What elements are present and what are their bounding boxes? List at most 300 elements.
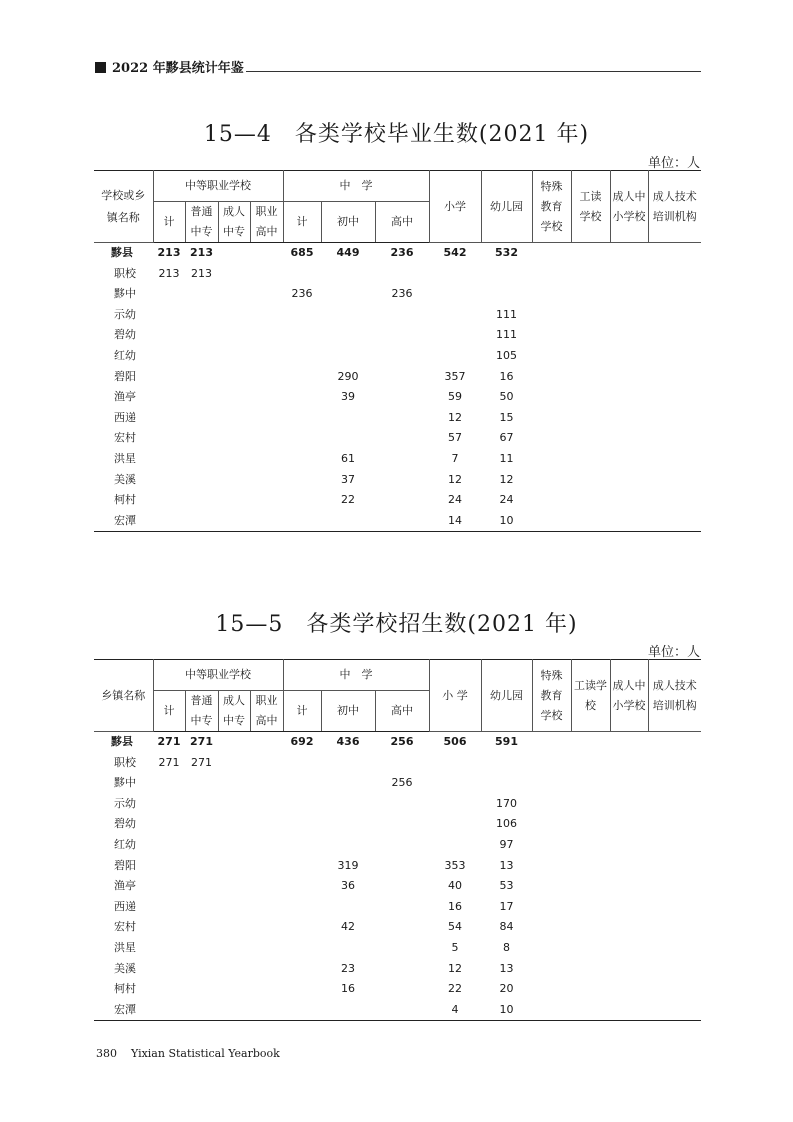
table-cell [185, 938, 218, 959]
table-cell [648, 490, 701, 511]
table-cell [321, 305, 375, 326]
table-cell [250, 490, 283, 511]
table-cell [375, 938, 429, 959]
table-cell [648, 264, 701, 285]
table-cell [429, 346, 481, 367]
table-cell [153, 959, 185, 980]
unit-label: 单位：人 [647, 156, 700, 171]
table-cell [532, 938, 571, 959]
table-row [94, 835, 701, 856]
table-cell [610, 938, 648, 959]
table-cell [571, 938, 610, 959]
table-cell [283, 856, 321, 877]
table-cell [283, 305, 321, 326]
table-cell [185, 325, 218, 346]
table-cell [218, 856, 250, 877]
table-cell [250, 325, 283, 346]
table-cell [153, 794, 185, 815]
table-cell [250, 835, 283, 856]
table-row [94, 753, 701, 774]
table-cell [283, 387, 321, 408]
header-voc-highschool: 职业高中 [250, 691, 283, 732]
table-cell [250, 814, 283, 835]
table-cell [429, 794, 481, 815]
header-mid-junior: 初中 [321, 202, 375, 243]
table-cell: 54 [448, 920, 463, 934]
table-cell [481, 753, 532, 774]
row-label: 示幼 [114, 307, 136, 321]
header-kindergarten: 幼儿园 [481, 171, 532, 243]
table-cell [283, 794, 321, 815]
table-cell [250, 284, 283, 305]
table-cell [218, 449, 250, 470]
table-cell [375, 428, 429, 449]
table-cell: 256 [390, 735, 414, 748]
table-cell [648, 938, 701, 959]
table-cell [321, 897, 375, 918]
table-cell: 40 [448, 879, 463, 893]
table-cell [153, 897, 185, 918]
table-cell [185, 305, 218, 326]
table-cell: 8 [503, 940, 511, 954]
table-cell [648, 284, 701, 305]
table-cell [153, 470, 185, 491]
table-cell [185, 835, 218, 856]
row-label: 碧阳 [114, 369, 136, 383]
table-cell [610, 367, 648, 388]
publication-name: Yixian Statistical Yearbook [131, 1047, 280, 1060]
table-cell [218, 938, 250, 959]
table-cell [218, 917, 250, 938]
header-adult-training: 成人技术培训机构 [648, 171, 701, 243]
table-cell [185, 1000, 218, 1021]
table-cell [571, 917, 610, 938]
table-cell [153, 387, 185, 408]
table-cell [375, 794, 429, 815]
table-cell: 12 [448, 961, 463, 975]
table-cell [571, 264, 610, 285]
table-row [94, 1000, 701, 1021]
table-cell [571, 753, 610, 774]
table-cell [571, 490, 610, 511]
table-row [94, 449, 701, 470]
table-cell: 236 [391, 287, 413, 301]
header-voc-regular: 普通中专 [185, 691, 218, 732]
table-cell [321, 284, 375, 305]
table-cell [185, 387, 218, 408]
table-cell [610, 856, 648, 877]
table-cell [250, 367, 283, 388]
header-row-label: 学校或乡镇名称 [94, 171, 153, 243]
header-voc-highschool: 职业高中 [250, 202, 283, 243]
table-cell [532, 794, 571, 815]
table-cell [321, 511, 375, 532]
table-cell: 236 [291, 287, 313, 301]
table-cell: 24 [448, 493, 463, 507]
table-cell [648, 346, 701, 367]
row-label: 碧阳 [114, 858, 136, 872]
table-cell [283, 938, 321, 959]
row-label: 碧幼 [114, 328, 136, 342]
table-cell [648, 428, 701, 449]
table-cell: 5 [451, 940, 459, 954]
row-label: 示幼 [114, 796, 136, 810]
header-voc-total: 计 [153, 691, 185, 732]
table-cell [321, 346, 375, 367]
table-cell [648, 959, 701, 980]
row-label: 洪星 [114, 451, 136, 465]
table-row [94, 938, 701, 959]
table-cell [429, 814, 481, 835]
table-cell [532, 753, 571, 774]
table-cell [283, 470, 321, 491]
table-row [94, 490, 701, 511]
row-label: 黟中 [114, 287, 136, 301]
table-cell: 10 [481, 511, 532, 532]
table-cell [153, 938, 185, 959]
table-cell [218, 897, 250, 918]
table-cell [218, 1000, 250, 1021]
table-cell [283, 325, 321, 346]
table-cell [218, 284, 250, 305]
table-cell [610, 794, 648, 815]
table-cell [218, 959, 250, 980]
table-cell [185, 428, 218, 449]
enrollment-table [94, 659, 701, 1021]
table-cell: 24 [499, 493, 514, 507]
table-cell: 213 [190, 246, 213, 259]
table-row [94, 243, 701, 264]
table-cell: 271 [190, 735, 213, 748]
table-cell [321, 428, 375, 449]
table-cell [532, 814, 571, 835]
header-mid-junior: 初中 [321, 691, 375, 732]
table-cell [283, 346, 321, 367]
row-label: 美溪 [114, 472, 136, 486]
table-cell [153, 490, 185, 511]
table-cell [185, 979, 218, 1000]
table-cell [185, 917, 218, 938]
table-cell [532, 897, 571, 918]
table-cell [610, 346, 648, 367]
table-cell: 10 [481, 1000, 532, 1021]
row-label: 洪星 [114, 940, 136, 954]
table-row [94, 346, 701, 367]
table-cell: 59 [448, 390, 463, 404]
table-cell [610, 387, 648, 408]
table-cell [283, 897, 321, 918]
table-cell [250, 346, 283, 367]
table-cell [250, 938, 283, 959]
table-cell: 213 [157, 246, 181, 259]
table-cell: 16 [499, 369, 514, 383]
table-cell [375, 917, 429, 938]
table-cell [185, 856, 218, 877]
table-cell [429, 835, 481, 856]
header-special: 特殊教育学校 [532, 171, 571, 243]
table-cell [571, 835, 610, 856]
table-cell [481, 773, 532, 794]
table-row [94, 897, 701, 918]
table-cell: 53 [499, 879, 514, 893]
table-cell [610, 264, 648, 285]
table-cell [571, 511, 610, 532]
row-label: 碧幼 [114, 817, 136, 831]
table-cell [218, 243, 250, 264]
page-footer [96, 1047, 280, 1060]
table-row [94, 814, 701, 835]
table-cell: 84 [499, 920, 514, 934]
table-cell [218, 346, 250, 367]
table-cell [532, 449, 571, 470]
table-cell: 353 [444, 858, 466, 872]
table-cell [375, 511, 429, 532]
table-cell [321, 325, 375, 346]
table-cell [218, 367, 250, 388]
table-cell [532, 490, 571, 511]
table-cell [375, 753, 429, 774]
table-cell [250, 773, 283, 794]
table-cell [153, 835, 185, 856]
table-cell [153, 773, 185, 794]
table-cell [610, 732, 648, 753]
table-cell: 16 [341, 982, 355, 996]
table-cell [250, 511, 283, 532]
table-cell [648, 856, 701, 877]
table-cell [185, 794, 218, 815]
header-kindergarten: 幼儿园 [481, 660, 532, 732]
table-cell [648, 794, 701, 815]
table-cell [153, 511, 185, 532]
row-label: 职校 [114, 266, 136, 280]
table-cell [153, 325, 185, 346]
table-row [94, 408, 701, 429]
table-cell: 23 [341, 961, 355, 975]
row-label: 西递 [114, 899, 136, 913]
table-cell: 13 [499, 858, 514, 872]
table-cell [571, 387, 610, 408]
table-cell [375, 387, 429, 408]
table-cell [153, 1000, 185, 1021]
table-cell [610, 284, 648, 305]
table-row [94, 876, 701, 897]
table-cell [375, 490, 429, 511]
page-number: 380 [96, 1047, 117, 1060]
table-cell [481, 284, 532, 305]
table-cell [610, 773, 648, 794]
table-cell: 111 [496, 328, 518, 342]
table-cell [648, 814, 701, 835]
header-mid-total: 计 [283, 202, 321, 243]
table-row [94, 387, 701, 408]
table-cell [648, 305, 701, 326]
table-cell [571, 325, 610, 346]
table-cell [532, 243, 571, 264]
table-cell [218, 814, 250, 835]
table-cell [610, 753, 648, 774]
table-cell [648, 470, 701, 491]
table-cell [532, 305, 571, 326]
table-cell [283, 814, 321, 835]
table-cell [610, 243, 648, 264]
header-primary: 小学 [429, 171, 481, 243]
table-cell [571, 794, 610, 815]
table-cell [429, 325, 481, 346]
table-cell [532, 959, 571, 980]
table-cell [250, 794, 283, 815]
table-cell [283, 753, 321, 774]
table-cell [610, 470, 648, 491]
table-cell [283, 490, 321, 511]
table-cell [185, 346, 218, 367]
table-cell: 506 [443, 735, 467, 748]
table-cell [532, 511, 571, 532]
table-cell [571, 979, 610, 1000]
table-cell [648, 917, 701, 938]
table-cell [321, 264, 375, 285]
table-cell [218, 387, 250, 408]
table-cell [250, 1000, 283, 1021]
table-cell [218, 794, 250, 815]
row-label: 宏潭 [94, 511, 153, 532]
table-cell [532, 408, 571, 429]
table-cell [571, 773, 610, 794]
table-cell: 542 [443, 246, 467, 259]
table-cell [375, 325, 429, 346]
unit-label: 单位：人 [647, 645, 700, 660]
table-cell: 236 [390, 246, 414, 259]
table-cell [250, 470, 283, 491]
table-cell [610, 814, 648, 835]
row-label: 渔亭 [114, 879, 136, 893]
row-label: 职校 [114, 755, 136, 769]
table-cell [283, 979, 321, 1000]
header-adult-school: 成人中小学校 [610, 660, 648, 732]
row-label: 宏村 [114, 431, 136, 445]
table-cell: 57 [448, 431, 463, 445]
table-row [94, 773, 701, 794]
table-cell: 15 [499, 410, 514, 424]
table-cell: 17 [499, 899, 514, 913]
table-cell: 37 [341, 472, 355, 486]
table-cell [571, 959, 610, 980]
table-cell [185, 470, 218, 491]
table-row [94, 979, 701, 1000]
table-cell [153, 917, 185, 938]
table-cell [185, 773, 218, 794]
table-row [94, 264, 701, 285]
table-cell: 61 [341, 451, 355, 465]
table-cell [429, 284, 481, 305]
table-cell [283, 876, 321, 897]
table-cell [375, 449, 429, 470]
table-cell [532, 732, 571, 753]
table-title-graduates: 15—4 各类学校毕业生数(2021 年) [203, 122, 590, 147]
table-cell [218, 773, 250, 794]
table-cell: 67 [499, 431, 514, 445]
table-cell [250, 408, 283, 429]
table-cell: 290 [337, 369, 359, 383]
table-cell [283, 449, 321, 470]
table-cell: 12 [448, 472, 463, 486]
table-cell [218, 264, 250, 285]
table-cell [571, 346, 610, 367]
table-cell [375, 305, 429, 326]
row-label: 柯村 [114, 493, 136, 507]
table-cell [610, 959, 648, 980]
table-cell [610, 305, 648, 326]
table-cell [321, 835, 375, 856]
table-cell [648, 511, 701, 532]
row-label: 宏村 [114, 920, 136, 934]
table-cell [250, 856, 283, 877]
table-cell: 20 [499, 982, 514, 996]
table-cell: 12 [499, 472, 514, 486]
table-row [94, 284, 701, 305]
header-row-label: 乡镇名称 [94, 660, 153, 732]
table-cell [571, 284, 610, 305]
table-cell [218, 490, 250, 511]
table-row [94, 305, 701, 326]
table-cell [648, 243, 701, 264]
table-cell [185, 449, 218, 470]
table-cell [610, 917, 648, 938]
table-cell [153, 449, 185, 470]
table-cell [321, 773, 375, 794]
table-cell: 50 [499, 390, 514, 404]
table-cell [532, 773, 571, 794]
table-cell [153, 305, 185, 326]
table-cell [648, 408, 701, 429]
table-cell [648, 835, 701, 856]
table-cell [571, 449, 610, 470]
table-cell [321, 794, 375, 815]
table-cell [250, 305, 283, 326]
header-adult-school: 成人中小学校 [610, 171, 648, 243]
table-cell [375, 876, 429, 897]
table-cell: 319 [337, 858, 359, 872]
table-cell [185, 814, 218, 835]
header-vocational: 中等职业学校 [153, 171, 283, 202]
table-cell [648, 897, 701, 918]
table-cell [218, 732, 250, 753]
table-cell [218, 753, 250, 774]
running-title: 2022 年黟县统计年鉴 [112, 61, 244, 76]
header-adult-training: 成人技术培训机构 [648, 660, 701, 732]
table-cell [153, 876, 185, 897]
table-cell [250, 732, 283, 753]
table-cell [610, 876, 648, 897]
table-cell [250, 917, 283, 938]
table-cell [610, 449, 648, 470]
table-cell [610, 897, 648, 918]
table-cell [218, 979, 250, 1000]
header-middle: 中 学 [283, 171, 429, 202]
table-cell [610, 428, 648, 449]
table-cell [532, 1000, 571, 1021]
table-cell [532, 325, 571, 346]
table-cell [429, 264, 481, 285]
table-cell: 357 [444, 369, 466, 383]
table-cell: 449 [336, 246, 360, 259]
table-cell [250, 387, 283, 408]
table-cell: 22 [341, 493, 355, 507]
table-cell [375, 367, 429, 388]
table-cell [283, 428, 321, 449]
row-label: 黟县 [111, 735, 133, 748]
running-header [95, 57, 244, 76]
table-cell [283, 367, 321, 388]
